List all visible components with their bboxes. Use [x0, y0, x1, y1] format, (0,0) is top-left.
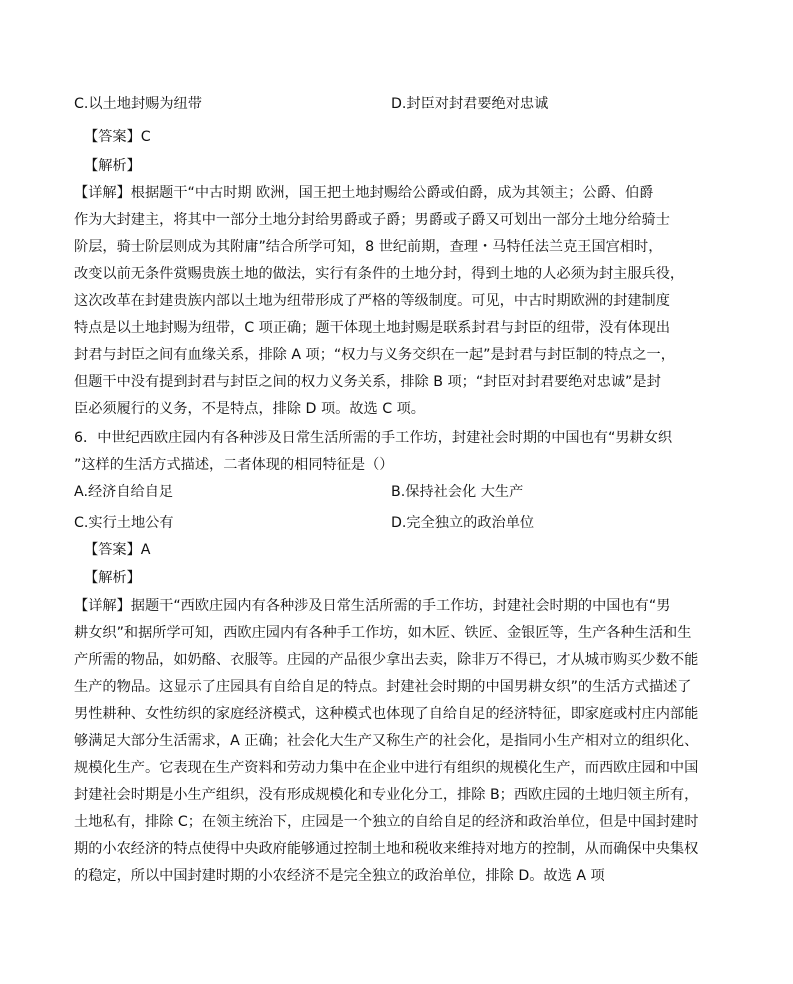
q5-detail-line: 特点是以土地封赐为纽带，C 项正确；题干体现土地封赐是联系封君与封臣的纽带，没有体现出	[74, 320, 671, 336]
q5-options-row	[74, 94, 714, 114]
q6-option-d: D.完全独立的政治单位	[391, 515, 535, 531]
q6-detail-line: 的稳定，所以中国封建时期的小农经济不是完全独立的政治单位，排除 D。故选 A 项	[74, 868, 605, 884]
q6-detail-line: 男性耕种、女性纺织的家庭经济模式，这种模式也体现了自给自足的经济特征，即家庭或村庄内部能	[74, 706, 699, 722]
q6-option-c: C.实行土地公有	[74, 515, 174, 531]
q6-detail-line: 期的小农经济的特点使得中央政府能够通过控制土地和税收来维持对地方的控制，从而确保中央集权	[74, 841, 699, 857]
q5-analysis-label: 【解析】	[84, 158, 141, 174]
q6-detail-line: 生产的物品。这显示了庄园具有自给自足的特点。封建社会时期的中国男耕女织”的生活方式描述了	[74, 679, 692, 695]
q6-detail-line: 规模化生产。它表现在生产资料和劳动力集中在企业中进行有组织的规模化生产，而西欧庄园和中国	[74, 760, 699, 776]
q5-detail-line: 臣必须履行的义务，不是特点，排除 D 项。故选 C 项。	[74, 401, 425, 417]
q5-detail-line: 阶层，骑士阶层则成为其附庸”结合所学可知，8 世纪前期，查理・马特任法兰克王国宫相时，	[74, 239, 663, 255]
q6-detail-line: 封建社会时期是小生产组织，没有形成规模化和专业化分工，排除 B；西欧庄园的土地归领主所有，	[74, 787, 699, 803]
q6-detail-line: 土地私有，排除 C；在领主统治下，庄园是一个独立的自给自足的经济和政治单位，但是中国封建时	[74, 814, 699, 830]
q6-option-b: B.保持社会化 大生产	[391, 484, 524, 500]
q6-options-row-ab	[74, 482, 714, 502]
q5-answer: 【答案】C	[84, 129, 151, 145]
q6-stem-line: ”这样的生活方式描述，二者体现的相同特征是（）	[74, 457, 394, 473]
q5-detail-line: 作为大封建主，将其中一部分土地分封给男爵或子爵；男爵或子爵又可划出一部分土地分给骑士	[74, 212, 670, 228]
q5-option-d: D.封臣对封君要绝对忠诚	[391, 96, 549, 112]
q6-option-a: A.经济自给自足	[74, 484, 174, 500]
q5-detail-line: 封君与封臣之间有血缘关系，排除 A 项；“权力与义务交织在一起”是封君与封臣制的特点之一，	[74, 347, 675, 363]
q5-detail-line: 但题干中没有提到封君与封臣之间的权力义务关系，排除 B 项；“封臣对封君要绝对忠诚”是封	[74, 374, 661, 390]
q6-stem-line: 6．中世纪西欧庄园内有各种涉及日常生活所需的手工作坊，封建社会时期的中国也有“男耕女织	[74, 430, 673, 446]
q6-detail-line: 耕女织”和据所学可知，西欧庄园内有各种手工作坊，如木匠、铁匠、金银匠等，生产各种生活和生	[74, 625, 692, 641]
q5-option-c: C.以土地封赐为纽带	[74, 96, 202, 112]
q5-detail-line: 【详解】根据题干“中古时期 欧洲，国王把土地封赐给公爵或伯爵，成为其领主；公爵、伯爵	[74, 185, 654, 201]
q6-options-row-cd	[74, 513, 714, 533]
q6-detail-line: 产所需的物品，如奶酪、衣服等。庄园的产品很少拿出去卖，除非万不得已，才从城市购买少数不能	[74, 652, 699, 668]
q5-detail-line: 这次改革在封建贵族内部以土地为纽带形成了严格的等级制度。可见，中古时期欧洲的封建制度	[74, 293, 670, 309]
q6-detail-line: 够满足大部分生活需求，A 正确；社会化大生产又称生产的社会化，是指同小生产相对立的组织化、	[74, 733, 699, 749]
q6-answer: 【答案】A	[84, 542, 151, 558]
q6-analysis-label: 【解析】	[84, 570, 141, 586]
q5-detail-line: 改变以前无条件赏赐贵族土地的做法，实行有条件的土地分封，得到土地的人必须为封主服兵役，	[74, 266, 685, 282]
q6-detail-line: 【详解】据题干“西欧庄园内有各种涉及日常生活所需的手工作坊，封建社会时期的中国也有“男	[74, 598, 671, 614]
